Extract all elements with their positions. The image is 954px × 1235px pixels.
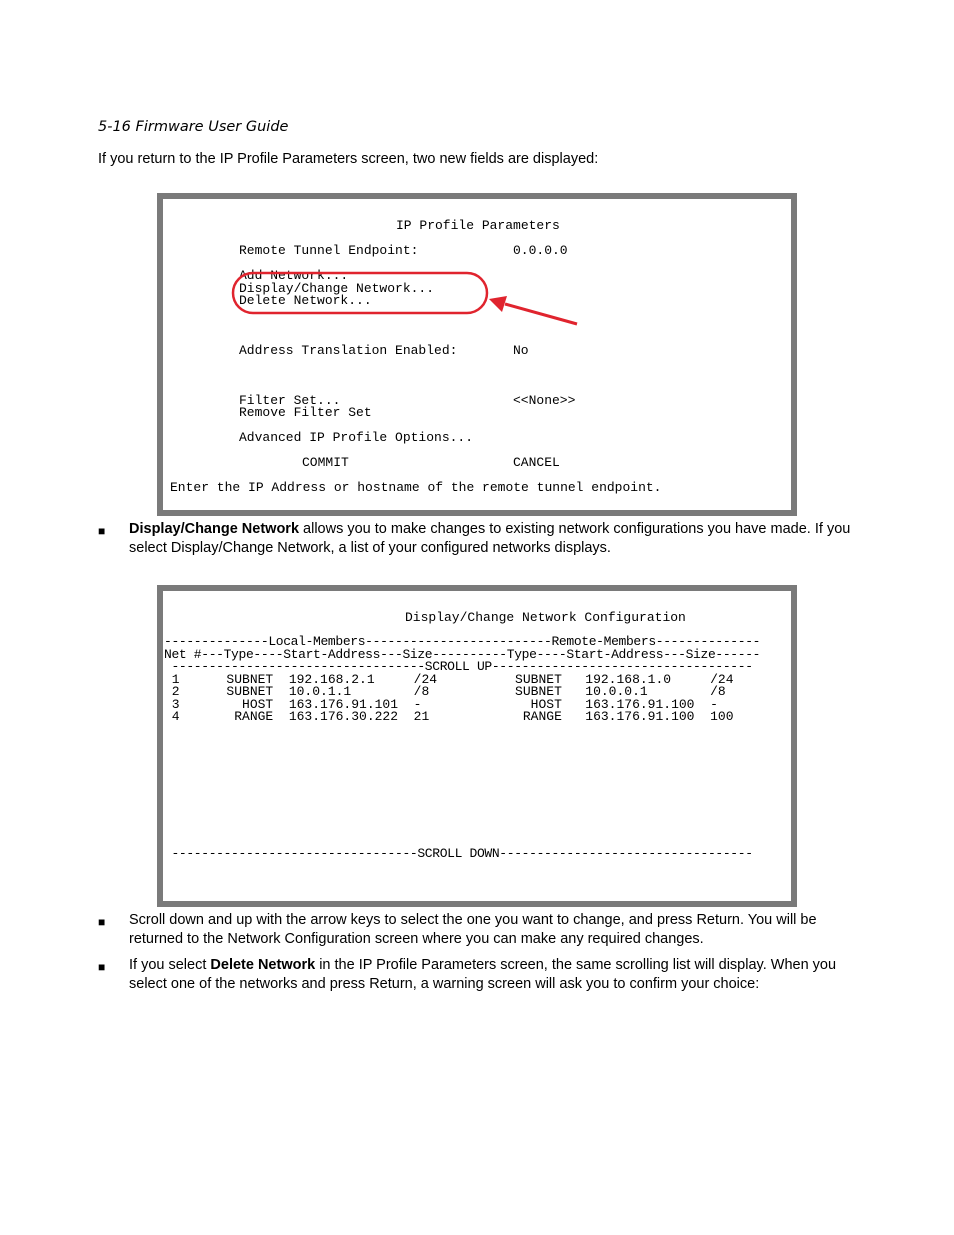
scroll-up[interactable]: ----------------------------------SCROLL UP----------------------------------- [164, 659, 753, 674]
bullet-3-text [129, 956, 859, 994]
display-change-network-item[interactable]: Display/Change Network... [239, 281, 435, 296]
bullet-2-marker: ■ [98, 915, 106, 929]
bullet-1-text [129, 520, 859, 558]
bullet-2-text: Scroll down and up with the arrow keys to select the one you want to change, and press Return. You will be returned to the Network Configuration screen where you can make any required changes. [129, 912, 817, 947]
arrow-head [489, 296, 507, 312]
bullet-3-post: in the IP Profile Parameters screen, the same scrolling list will display. When you select one of the networks and press Return, a warning screen will ask you to confirm your choice: [129, 957, 837, 992]
network-config-screen [157, 585, 797, 907]
advanced-options-item[interactable]: Advanced IP Profile Options... [239, 430, 474, 445]
remove-filter-set-item[interactable]: Remove Filter Set [239, 405, 372, 420]
remote-endpoint-value[interactable]: 0.0.0.0 [513, 243, 568, 258]
delete-network-item[interactable]: Delete Network... [239, 293, 372, 308]
table-row[interactable]: 4 RANGE 163.176.30.222 21 RANGE 163.176.91.100 100 [164, 709, 734, 724]
address-translation-value[interactable]: No [513, 343, 529, 358]
filter-set-item[interactable]: Filter Set... [239, 393, 341, 408]
column-header: Net #---Type----Start-Address---Size----------Type----Start-Address---Size------ [164, 647, 761, 662]
bullet-3-pre: If you select [129, 957, 211, 973]
bullet-1-marker: ■ [98, 524, 106, 538]
cancel-button[interactable]: CANCEL [513, 455, 560, 470]
filter-set-value: <<None>> [513, 393, 576, 408]
bullet-3-bold: Delete Network [210, 957, 316, 973]
screen-title: IP Profile Parameters [396, 218, 560, 233]
screen2-title: Display/Change Network Configuration [405, 610, 686, 625]
highlight-ellipse [233, 273, 487, 313]
remote-endpoint-label: Remote Tunnel Endpoint: [239, 243, 419, 258]
bullet-1-bold: Display/Change Network [129, 521, 300, 537]
arrow-shaft [505, 304, 577, 324]
commit-button[interactable]: COMMIT [302, 455, 349, 470]
intro-paragraph: If you return to the IP Profile Parameters screen, two new fields are displayed: [98, 151, 599, 167]
bullet-1-body: allows you to make changes to existing network configurations you have made. If you select Display/Change Network, a list of your configured networks displays. [129, 521, 851, 556]
address-translation-label: Address Translation Enabled: [239, 343, 458, 358]
scroll-down[interactable]: ---------------------------------SCROLL DOWN---------------------------------- [164, 846, 753, 861]
table-row[interactable]: 3 HOST 163.176.91.101 - HOST 163.176.91.100 - [164, 697, 718, 712]
bullet-3-marker: ■ [98, 960, 106, 974]
status-hint: Enter the IP Address or hostname of the remote tunnel endpoint. [170, 480, 662, 495]
page-header: 5-16 Firmware User Guide [98, 119, 289, 135]
table-row[interactable]: 1 SUBNET 192.168.2.1 /24 SUBNET 192.168.1.0 /24 [164, 672, 734, 687]
members-header: --------------Local-Members-------------------------Remote-Members-------------- [164, 634, 761, 649]
table-row[interactable]: 2 SUBNET 10.0.1.1 /8 SUBNET 10.0.0.1 /8 [164, 684, 726, 699]
add-network-item[interactable]: Add Network... [239, 268, 349, 283]
